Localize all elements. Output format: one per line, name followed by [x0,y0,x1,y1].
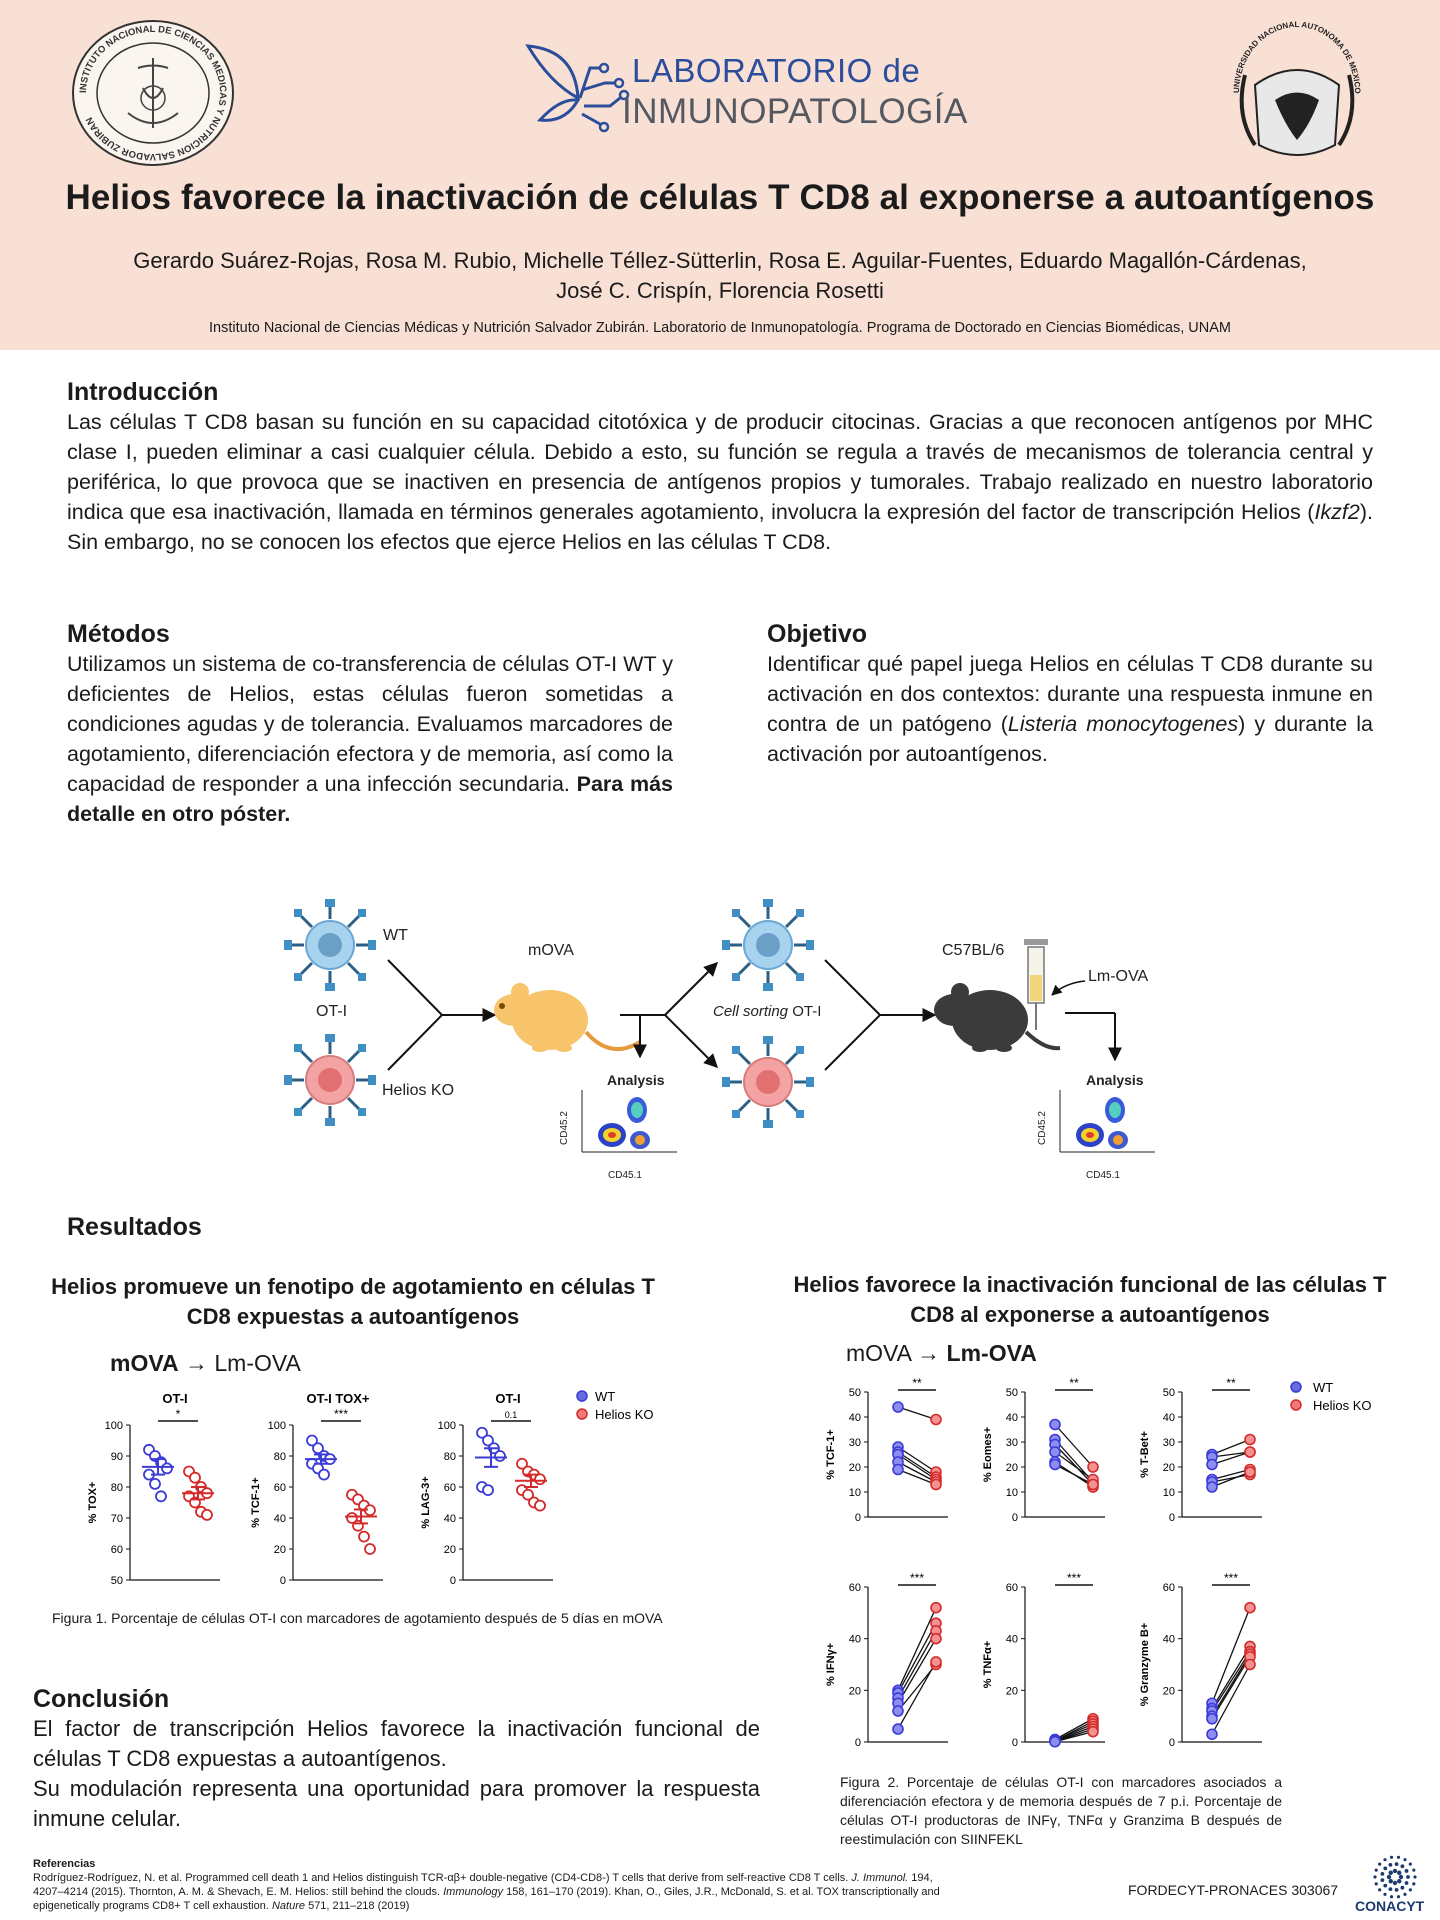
y-axis-label: % TCF-1+ [825,1429,837,1480]
lab-butterfly-logo [520,28,630,138]
legend-wt: WT [595,1389,616,1404]
logo-dot [1406,1875,1410,1879]
y-tick-label: 80 [273,1451,286,1463]
unam-seal-logo [1225,15,1370,170]
conclusion-section [33,1685,760,1834]
y-tick-label: 20 [1162,1685,1175,1698]
y-tick-label: 30 [1162,1437,1175,1449]
y-axis-label: % Eomes+ [982,1426,994,1483]
methods-text: Utilizamos un sistema de co-transferencia de células OT-I WT y deficientes de Helios, estas células fueron sometidas a condiciones agudas y de tolerancia. Evaluamos marcadores de agotamiento, diferenciación efectora y de memoria, así como la capacidad de responder a una infección secundaria. Para más detalle en otro póster. [67,652,673,826]
logo-dot [1378,1888,1381,1891]
results-heading: Resultados [67,1213,202,1241]
y-tick-label: 0 [1168,1737,1175,1749]
data-point [535,1501,545,1511]
logo-dot [1383,1884,1387,1888]
data-point [319,1470,329,1480]
helios-ko-cell-icon [284,1034,376,1126]
flow-plot-2 [1060,1090,1155,1152]
y-tick-label: 100 [104,1420,123,1432]
logo-dot [1397,1879,1401,1883]
legend-helios-ko: Helios KO [595,1407,654,1422]
flow1-xlabel: CD45.1 [608,1170,642,1181]
conclusion-p1: El factor de transcripción Helios favorece la inactivación funcional de células T CD8 expuestas a autoantígenos. [33,1716,760,1771]
mova-mouse-icon [494,983,640,1052]
ko-point [931,1603,941,1613]
introduction-heading: Introducción [67,378,219,406]
logo-dot [1405,1881,1409,1885]
data-point [495,1451,505,1461]
analysis-2-label: Analysis [1086,1072,1144,1088]
chart-eomes [982,1376,1105,1524]
y-tick-label: 60 [110,1544,123,1556]
significance-label: * [175,1407,181,1421]
logo-dot [1395,1862,1399,1866]
chart-tox [87,1391,220,1587]
data-point [162,1463,172,1473]
grant-text: FORDECYT-PRONACES 303067 [1128,1882,1339,1898]
chart-tcf1 [825,1376,948,1524]
figure2-title: Helios favorece la inactivación funcional de las células T CD8 al exponerse a autoantígenos [793,1272,1387,1327]
methods-heading: Métodos [67,620,170,648]
y-tick-label: 30 [848,1437,861,1449]
significance-label: ** [912,1376,922,1390]
logo-dot [1395,1888,1399,1892]
wt-point [1050,1420,1060,1430]
wt-point [893,1402,903,1412]
y-tick-label: 0 [449,1575,456,1587]
legend2-helios-ko: Helios KO [1313,1398,1372,1413]
ko-point [1088,1480,1098,1490]
ko-point [931,1657,941,1667]
y-tick-label: 0 [854,1737,861,1749]
lab-logo-line1: LABORATORIO de [632,52,921,89]
y-tick-label: 10 [1162,1487,1175,1499]
right-seal-text: UNIVERSIDAD NACIONAL AUTONOMA DE MEXICO [1231,19,1363,94]
y-axis-label: % LAG-3+ [420,1476,432,1529]
significance-label: ** [1226,1376,1236,1390]
logo-dot [1389,1879,1393,1883]
conacyt-logo-text: CONACYT [1355,1898,1425,1914]
y-tick-label: 0 [279,1575,286,1587]
wt-cell-icon [284,899,376,991]
logo-dot [1405,1869,1409,1873]
chart-lag3 [420,1391,553,1587]
logo-dot [1389,1871,1393,1875]
wt-point [893,1706,903,1716]
wt-point [1207,1460,1217,1470]
y-axis-label: % TCF-1+ [250,1477,262,1528]
y-tick-label: 60 [848,1582,861,1594]
conclusion-heading: Conclusión [33,1685,170,1713]
significance-label: *** [909,1571,925,1585]
authors-line2: José C. Crispín, Florencia Rosetti [556,278,884,303]
logo-dot [1412,1882,1415,1885]
y-axis-label: % T-Bet+ [1139,1431,1151,1478]
diagram-lm-ova-label: Lm-OVA [1088,968,1149,985]
pair-line [898,1623,936,1693]
left-seal-text: INSTITUTO NACIONAL DE CIENCIAS MEDICAS Y NUTRICION SALVADOR ZUBIRAN [77,23,229,163]
logo-dot [1409,1888,1412,1891]
ko-point [931,1480,941,1490]
y-tick-label: 60 [443,1482,456,1494]
logo-dot [1380,1872,1384,1876]
chart-tnfa [982,1571,1105,1749]
chart-granzymeb [1139,1571,1262,1749]
ko-point [1245,1603,1255,1613]
conacyt-logo-icon [1370,1855,1420,1900]
y-tick-label: 40 [848,1633,861,1646]
chart-title: OT-I [495,1391,521,1406]
y-tick-label: 50 [110,1575,123,1587]
flow2-xlabel: CD45.1 [1086,1170,1120,1181]
logo-dot [1388,1887,1392,1891]
logo-dot [1375,1869,1378,1872]
y-tick-label: 60 [273,1482,286,1494]
logo-dot [1375,1882,1378,1885]
y-tick-label: 20 [443,1544,456,1556]
significance-label: *** [1066,1571,1082,1585]
figure2-legend [1291,1380,1372,1413]
y-tick-label: 40 [443,1513,456,1525]
y-tick-label: 0 [1168,1512,1175,1524]
logo-dot [1403,1858,1406,1861]
significance-label: *** [1223,1571,1239,1585]
reference-line-2: 4207–4214 (2015). Thornton, A. M. & Shevach, E. M. Helios: still behind the clouds. Immunology 158, 161–170 (2019). Khan, O., Giles, J.R., McDonald, S. et al. TOX transcriptionally and [33,1886,940,1898]
logo-dot [1400,1864,1404,1868]
data-point [150,1479,160,1489]
pair-line [898,1447,936,1472]
y-tick-label: 0 [1011,1512,1018,1524]
logo-dot [1397,1856,1400,1859]
significance-label: ** [1069,1376,1079,1390]
wt-point [1050,1737,1060,1747]
logo-dot [1390,1856,1393,1859]
ko-point [1088,1727,1098,1737]
introduction-text: Las células T CD8 basan su función en su capacidad citotóxica y de producir citocinas. Gracias a que reconocen antígenos por MHC clase I, pueden eliminar a casi cualquier célula. Debido a esto, su función se regula a través de mecanismos de tolerancia central y periférica, lo que provoca que se inactiven en presencia de antígenos propios y tumorales. Trabajo realizado en nuestro laboratorio indica que esa inactivación, llamada en términos generales agotamiento, involucra la expresión del factor de transcripción Helios (Ikzf2). Sin embargo, no se conocen los efectos que ejerce Helios en las células T CD8. [67,410,1373,554]
significance-label: *** [333,1407,349,1421]
affiliation: Instituto Nacional de Ciencias Médicas y Nutrición Salvador Zubirán. Laboratorio de Inmunopatología. Programa de Doctorado en Ciencias Biomédicas, UNAM [209,320,1231,336]
figure2-subtitle: mOVA → Lm-OVA [846,1340,1037,1366]
experimental-design-diagram [280,895,1180,1195]
incmnsz-seal-logo [68,18,238,168]
y-tick-label: 40 [1162,1633,1175,1646]
logo-dot [1388,1863,1392,1867]
ko-point [1245,1467,1255,1477]
y-axis-label: % IFNγ+ [825,1642,837,1687]
authors-line1: Gerardo Suárez-Rojas, Rosa M. Rubio, Michelle Téllez-Sütterlin, Rosa E. Aguilar-Fuentes, Eduardo Magallón-Cárdenas, [133,248,1307,273]
wt-point [1207,1729,1217,1739]
logo-dot [1378,1863,1381,1866]
logo-dot [1383,1858,1386,1861]
chart-tcf1-toxpos [250,1391,383,1587]
chart-title: OT-I TOX+ [306,1391,370,1406]
diagram-wt-label: WT [383,927,408,944]
ko-point [931,1415,941,1425]
y-tick-label: 20 [1005,1462,1018,1474]
figure2-charts [820,1370,1440,1760]
analysis-1-label: Analysis [607,1072,665,1088]
reference-line-3: epigenetically programs CD8+ T cell exhaustion. Nature 571, 211–218 (2019) [33,1900,410,1912]
sorted-ko-cell-icon [722,1036,814,1128]
pair-line [1212,1652,1250,1711]
legend2-wt: WT [1313,1380,1334,1395]
y-tick-label: 30 [1005,1437,1018,1449]
y-tick-label: 20 [1162,1462,1175,1474]
figure1-charts [80,1380,720,1590]
figure1-subtitle: mOVA → Lm-OVA [110,1350,301,1376]
logo-dot [1413,1875,1416,1878]
poster-title: Helios favorece la inactivación de células T CD8 al exponerse a autoantígenos [65,178,1375,217]
ko-point [1088,1462,1098,1472]
figure1-legend [577,1389,654,1422]
y-tick-label: 100 [267,1420,286,1432]
y-tick-label: 10 [1005,1487,1018,1499]
y-tick-label: 40 [1005,1412,1018,1424]
y-tick-label: 0 [854,1512,861,1524]
y-tick-label: 80 [110,1482,123,1494]
wt-point [1050,1447,1060,1457]
y-axis-label: % TNFα+ [982,1640,994,1689]
y-tick-label: 60 [1162,1582,1175,1594]
references-heading: Referencias [33,1858,96,1870]
y-tick-label: 40 [848,1412,861,1424]
logo-dot [1403,1893,1406,1896]
ko-point [1245,1447,1255,1457]
logo-dot [1373,1875,1376,1878]
conclusion-p2: Su modulación representa una oportunidad para promover la respuesta inmune celular. [33,1776,760,1831]
logo-dot [1387,1875,1391,1879]
y-tick-label: 50 [1005,1387,1018,1399]
ko-point [1245,1660,1255,1670]
y-tick-label: 40 [1005,1633,1018,1646]
logo-dot [1383,1893,1386,1896]
logo-dot [1399,1875,1403,1879]
ko-point [931,1634,941,1644]
logo-dot [1409,1863,1412,1866]
data-point [359,1532,369,1542]
figure2-caption: Figura 2. Porcentaje de células OT-I con marcadores asociados a diferenciación efectora y de memoria después de 7 p.i. Porcentaje de células OT-I productoras de INFγ, TNFα y Granzima B después de reestimulación con SIINFEKL [840,1774,1282,1847]
y-tick-label: 40 [1162,1412,1175,1424]
chart-tbet [1139,1376,1262,1524]
diagram-c57-label: C57BL/6 [942,942,1005,959]
significance-label: 0.1 [504,1410,518,1420]
figure1-title: Helios promueve un fenotipo de agotamiento en células T CD8 expuestas a autoantígenos [51,1274,655,1329]
logo-dot [1380,1878,1384,1882]
methods-section [67,620,673,829]
y-tick-label: 20 [848,1462,861,1474]
y-tick-label: 60 [1005,1582,1018,1594]
chart-title: OT-I [162,1391,188,1406]
wt-point [893,1465,903,1475]
figure1-caption: Figura 1. Porcentaje de células OT-I con marcadores de agotamiento después de 5 días en mOVA [52,1610,663,1626]
y-tick-label: 70 [110,1513,123,1525]
data-point [156,1491,166,1501]
y-tick-label: 50 [848,1387,861,1399]
logo-dot [1383,1866,1387,1870]
data-point [535,1474,545,1484]
y-tick-label: 0 [1011,1737,1018,1749]
flow-plot-1 [582,1090,677,1152]
flow1-ylabel: CD45.2 [559,1111,570,1145]
flow2-ylabel: CD45.2 [1037,1111,1048,1145]
wt-point [1207,1714,1217,1724]
logo-dot [1393,1869,1397,1873]
y-tick-label: 40 [273,1513,286,1525]
logo-dot [1397,1871,1401,1875]
y-tick-label: 20 [1005,1685,1018,1698]
logo-dot [1393,1881,1397,1885]
logo-dot [1400,1886,1404,1890]
diagram-mova-label: mOVA [528,942,574,959]
y-tick-label: 10 [848,1487,861,1499]
poster-header [0,0,1440,350]
y-tick-label: 100 [437,1420,456,1432]
y-axis-label: % TOX+ [87,1481,99,1524]
diagram-helios-ko-label: Helios KO [382,1082,455,1099]
y-tick-label: 50 [1162,1387,1175,1399]
objective-section [767,620,1373,769]
sorted-wt-cell-icon [722,899,814,991]
ko-point [1245,1435,1255,1445]
objective-heading: Objetivo [767,620,868,648]
references-section [33,1857,1093,1913]
wt-point [893,1724,903,1734]
y-tick-label: 20 [273,1544,286,1556]
introduction-section [67,378,1373,557]
y-tick-label: 90 [110,1451,123,1463]
pair-line [898,1455,936,1480]
logo-dot [1412,1869,1415,1872]
wt-point [1050,1460,1060,1470]
reference-line-1: Rodríguez-Rodríguez, N. et al. Programmed cell death 1 and Helios distinguish TCR-αβ+ double-negative (CD4-CD8-) T cells that derive from self-reactive CD8 T cells. J. Immunol. 194, [33,1872,933,1884]
y-tick-label: 20 [848,1685,861,1698]
y-axis-label: % Granzyme B+ [1139,1622,1151,1707]
objective-text: Identificar qué papel juega Helios en células T CD8 durante su activación en dos contextos: durante una respuesta inmune en contra de un patógeno (Listeria monocytogenes) y durante la activación por autoantígenos. [767,652,1373,766]
diagram-oti-label: OT-I [316,1003,348,1020]
cell-sorting-label: Cell sorting OT-I [713,1003,822,1020]
lab-logo-line2: INMUNOPATOLOGÍA [622,92,968,131]
wt-point [1207,1482,1217,1492]
data-point [483,1485,493,1495]
data-point [202,1510,212,1520]
pair-line [898,1407,936,1420]
data-point [190,1473,200,1483]
y-tick-label: 80 [443,1451,456,1463]
data-point [365,1544,375,1554]
chart-ifng [825,1571,948,1749]
